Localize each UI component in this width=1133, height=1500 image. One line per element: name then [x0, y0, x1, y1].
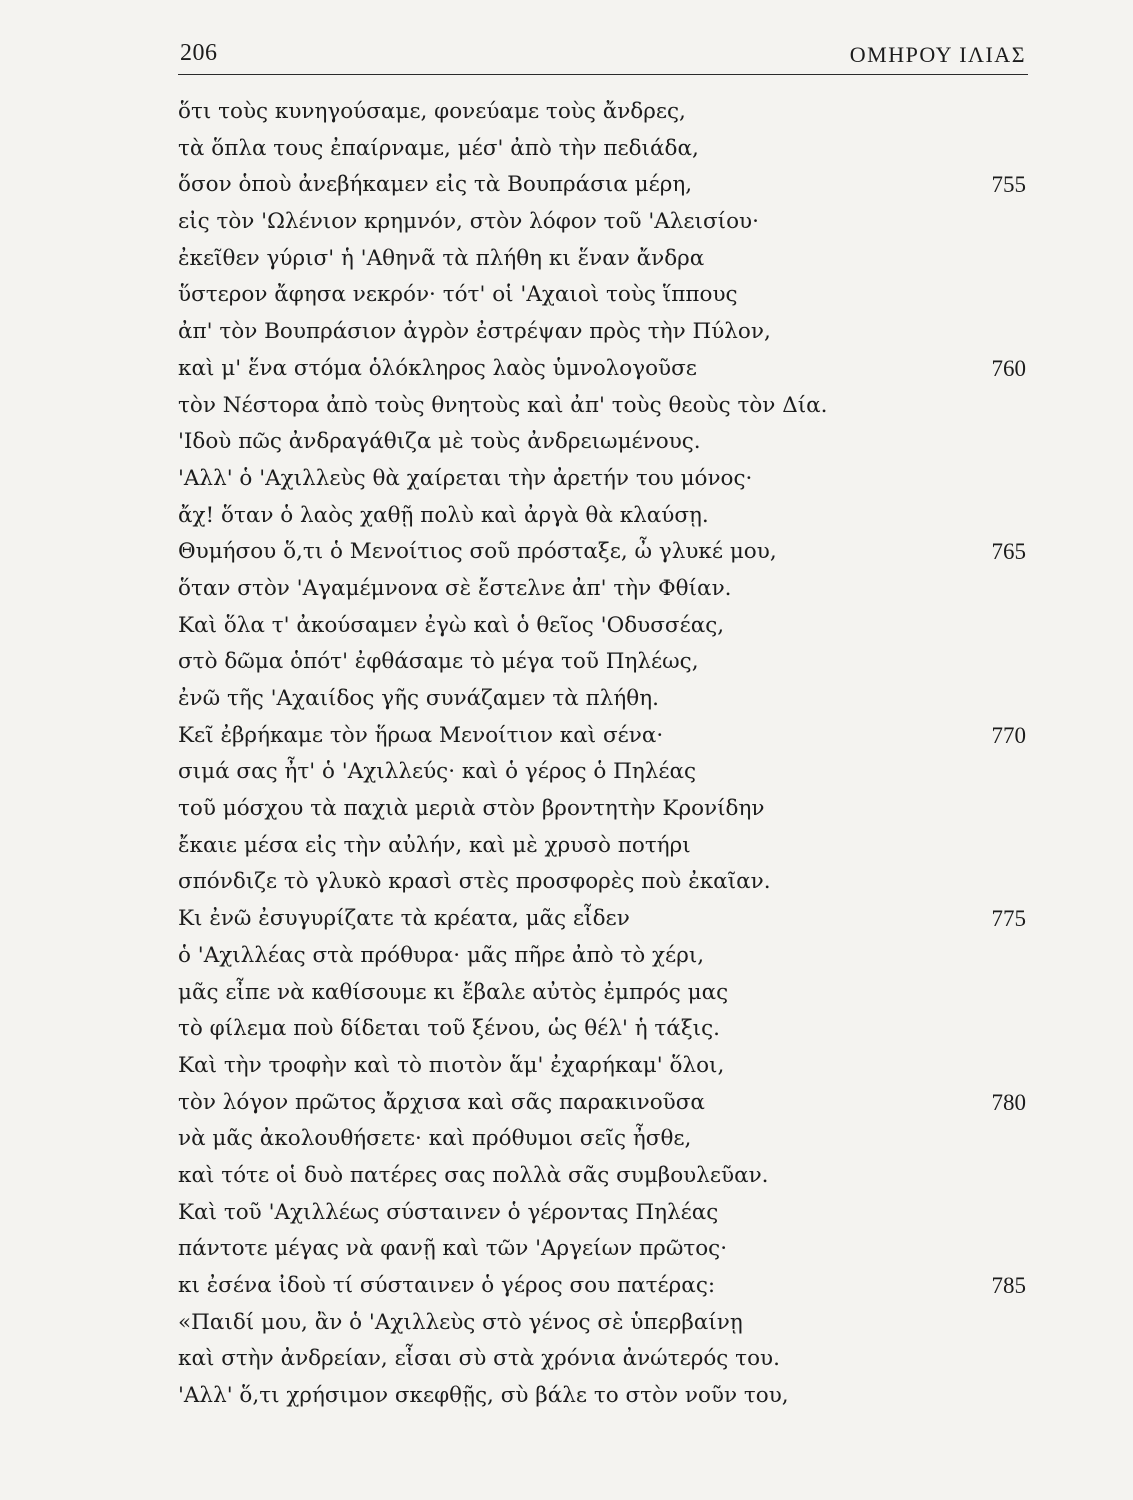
verse-text: 'Ιδοὺ πῶς ἀνδραγάθιζα μὲ τοὺς ἀνδρειωμένους.: [178, 429, 701, 455]
verse-line: [178, 498, 1028, 535]
verse-text: στὸ δῶμα ὁπότ' ἐφθάσαμε τὸ μέγα τοῦ Πηλέως,: [178, 649, 699, 675]
running-title: ΟΜΗΡΟΥ ΙΛΙΑΣ: [849, 42, 1026, 67]
verse-line: [178, 1305, 1028, 1342]
verse-text: τὰ ὅπλα τους ἐπαίρναμε, μέσ' ἀπὸ τὴν πεδιάδα,: [178, 135, 699, 161]
verse-line: [178, 167, 1028, 204]
verse-text: ὁ 'Αχιλλέας στὰ πρόθυρα· μᾶς πῆρε ἀπὸ τὸ χέρι,: [178, 942, 705, 968]
verse-line: [178, 461, 1028, 498]
verse-text: σιμά σας ἦτ' ὁ 'Αχιλλεύς· καὶ ὁ γέρος ὁ Πηλέας: [178, 759, 697, 785]
page-number: 206: [180, 40, 218, 66]
verse-text: «Παιδί μου, ἂν ὁ 'Αχιλλεὺς στὸ γένος σὲ ὑπερβαίνῃ: [178, 1309, 743, 1335]
verse-text: ὕστερον ἄφησα νεκρόν· τότ' οἱ 'Αχαιοὶ τοὺς ἵππους: [178, 282, 738, 308]
verse-line: [178, 864, 1028, 901]
verse-text: πάντοτε μέγας νὰ φανῇ καὶ τῶν 'Αργείων πρῶτος·: [178, 1236, 728, 1262]
verse-line: [178, 1231, 1028, 1268]
verse-text: τὸν Νέστορα ἀπὸ τοὺς θνητοὺς καὶ ἀπ' τοὺς θεοὺς τὸν Δία.: [178, 392, 828, 418]
verse-text: ἐνῶ τῆς 'Αχαιίδος γῆς συνάζαμεν τὰ πλήθη.: [178, 686, 659, 711]
verse-text: ὅσον ὁποὺ ἀνεβήκαμεν εἰς τὰ Βουπράσια μέρη,: [178, 172, 693, 198]
verse-line: [178, 1158, 1028, 1195]
verse-line: [178, 718, 1028, 755]
verse-line: [178, 314, 1028, 351]
verse-text: ἔκαιε μέσα εἰς τὴν αὐλήν, καὶ μὲ χρυσὸ ποτήρι: [178, 832, 691, 858]
verse-text: ὅταν στὸν 'Αγαμέμνονα σὲ ἔστελνε ἀπ' τὴν Φθίαν.: [178, 575, 732, 601]
page-header: [180, 40, 1026, 72]
verse-line: [178, 644, 1028, 681]
verse-line: [178, 1195, 1028, 1232]
verse-text: κι ἐσένα ἰδοὺ τί σύσταινεν ὁ γέρος σου πατέρας:: [178, 1273, 716, 1298]
verse-text: ὅτι τοὺς κυνηγούσαμε, φονεύαμε τοὺς ἄνδρες,: [178, 99, 686, 124]
verse-line: [178, 938, 1028, 975]
verse-line: [178, 1085, 1028, 1122]
verse-text: ἐκεῖθεν γύρισ' ἡ 'Αθηνᾶ τὰ πλήθη κι ἕναν ἄνδρα: [178, 245, 705, 271]
verse-text: Καὶ τὴν τροφὴν καὶ τὸ πιοτὸν ἅμ' ἐχαρήκαμ' ὅλοι,: [178, 1052, 725, 1078]
line-number: 755: [991, 172, 1026, 198]
verse-line: [178, 351, 1028, 388]
verse-text: Καὶ τοῦ 'Αχιλλέως σύσταινεν ὁ γέροντας Πηλέας: [178, 1199, 719, 1225]
verse-text: ἀπ' τὸν Βουπράσιον ἀγρὸν ἐστρέψαν πρὸς τὴν Πύλον,: [178, 319, 771, 345]
verse-text: τὸν λόγον πρῶτος ἄρχισα καὶ σᾶς παρακινοῦσα: [178, 1089, 705, 1115]
verse-line: [178, 388, 1028, 425]
line-number: 780: [991, 1089, 1026, 1115]
verse-line: [178, 131, 1028, 168]
verse-line: [178, 1011, 1028, 1048]
verse-line: [178, 828, 1028, 865]
verse-text: Θυμήσου ὅ,τι ὁ Μενοίτιος σοῦ πρόσταξε, ὦ γλυκέ μου,: [178, 539, 777, 565]
line-number: 770: [991, 722, 1026, 748]
verse-text: Κι ἐνῶ ἐσυγυρίζατε τὰ κρέατα, μᾶς εἶδεν: [178, 906, 630, 932]
line-number: 775: [991, 906, 1026, 932]
verse-line: [178, 791, 1028, 828]
verse-text: νὰ μᾶς ἀκολουθήσετε· καὶ πρόθυμοι σεῖς ἦσθε,: [178, 1126, 692, 1152]
verse-text: Κεῖ ἐβρήκαμε τὸν ἥρωα Μενοίτιον καὶ σένα·: [178, 722, 664, 748]
line-number: 765: [991, 539, 1026, 565]
verse-line: [178, 1341, 1028, 1378]
verse-line: [178, 204, 1028, 241]
verse-line: [178, 608, 1028, 645]
verse-text: 'Αλλ' ὁ 'Αχιλλεὺς θὰ χαίρεται τὴν ἀρετήν του μόνος·: [178, 465, 753, 491]
verse-line: [178, 975, 1028, 1012]
verse-line: [178, 681, 1028, 718]
verse-line: [178, 241, 1028, 278]
header-rule: [178, 74, 1028, 75]
verse-line: [178, 901, 1028, 938]
verse-text: καὶ στὴν ἀνδρείαν, εἶσαι σὺ στὰ χρόνια ἀνώτερός του.: [178, 1346, 780, 1372]
verse-text: τὸ φίλεμα ποὺ δίδεται τοῦ ξένου, ὡς θέλ' ἡ τάξις.: [178, 1016, 720, 1042]
verse-line: [178, 534, 1028, 571]
verse-line: [178, 94, 1028, 131]
verse-text: ἄχ! ὅταν ὁ λαὸς χαθῇ πολὺ καὶ ἀργὰ θὰ κλαύσῃ.: [178, 502, 709, 528]
verse-text: καὶ τότε οἱ δυὸ πατέρες σας πολλὰ σᾶς συμβουλεῦαν.: [178, 1162, 769, 1188]
verse-text: μᾶς εἶπε νὰ καθίσουμε κι ἔβαλε αὐτὸς ἐμπρός μας: [178, 979, 729, 1005]
verse-list: [178, 94, 1028, 1415]
verse-text: 'Αλλ' ὅ,τι χρήσιμον σκεφθῇς, σὺ βάλε το στὸν νοῦν του,: [178, 1383, 789, 1409]
verse-text: σπόνδιζε τὸ γλυκὸ κρασὶ στὲς προσφορὲς ποὺ ἐκαῖαν.: [178, 869, 771, 895]
verse-line: [178, 754, 1028, 791]
verse-line: [178, 1268, 1028, 1305]
verse-line: [178, 571, 1028, 608]
line-number: 785: [991, 1273, 1026, 1298]
verse-line: [178, 424, 1028, 461]
verse-line: [178, 1378, 1028, 1415]
verse-text: καὶ μ' ἕνα στόμα ὁλόκληρος λαὸς ὑμνολογοῦσε: [178, 355, 697, 381]
verse-line: [178, 1048, 1028, 1085]
verse-text: Καὶ ὅλα τ' ἀκούσαμεν ἐγὼ καὶ ὁ θεῖος 'Οδυσσέας,: [178, 612, 725, 638]
verse-line: [178, 1121, 1028, 1158]
verse-text: τοῦ μόσχου τὰ παχιὰ μεριὰ στὸν βροντητὴν Κρονίδην: [178, 796, 765, 822]
verse-text: εἰς τὸν 'Ωλένιον κρημνόν, στὸν λόφον τοῦ 'Αλεισίου·: [178, 209, 759, 235]
verse-line: [178, 277, 1028, 314]
line-number: 760: [991, 355, 1026, 381]
